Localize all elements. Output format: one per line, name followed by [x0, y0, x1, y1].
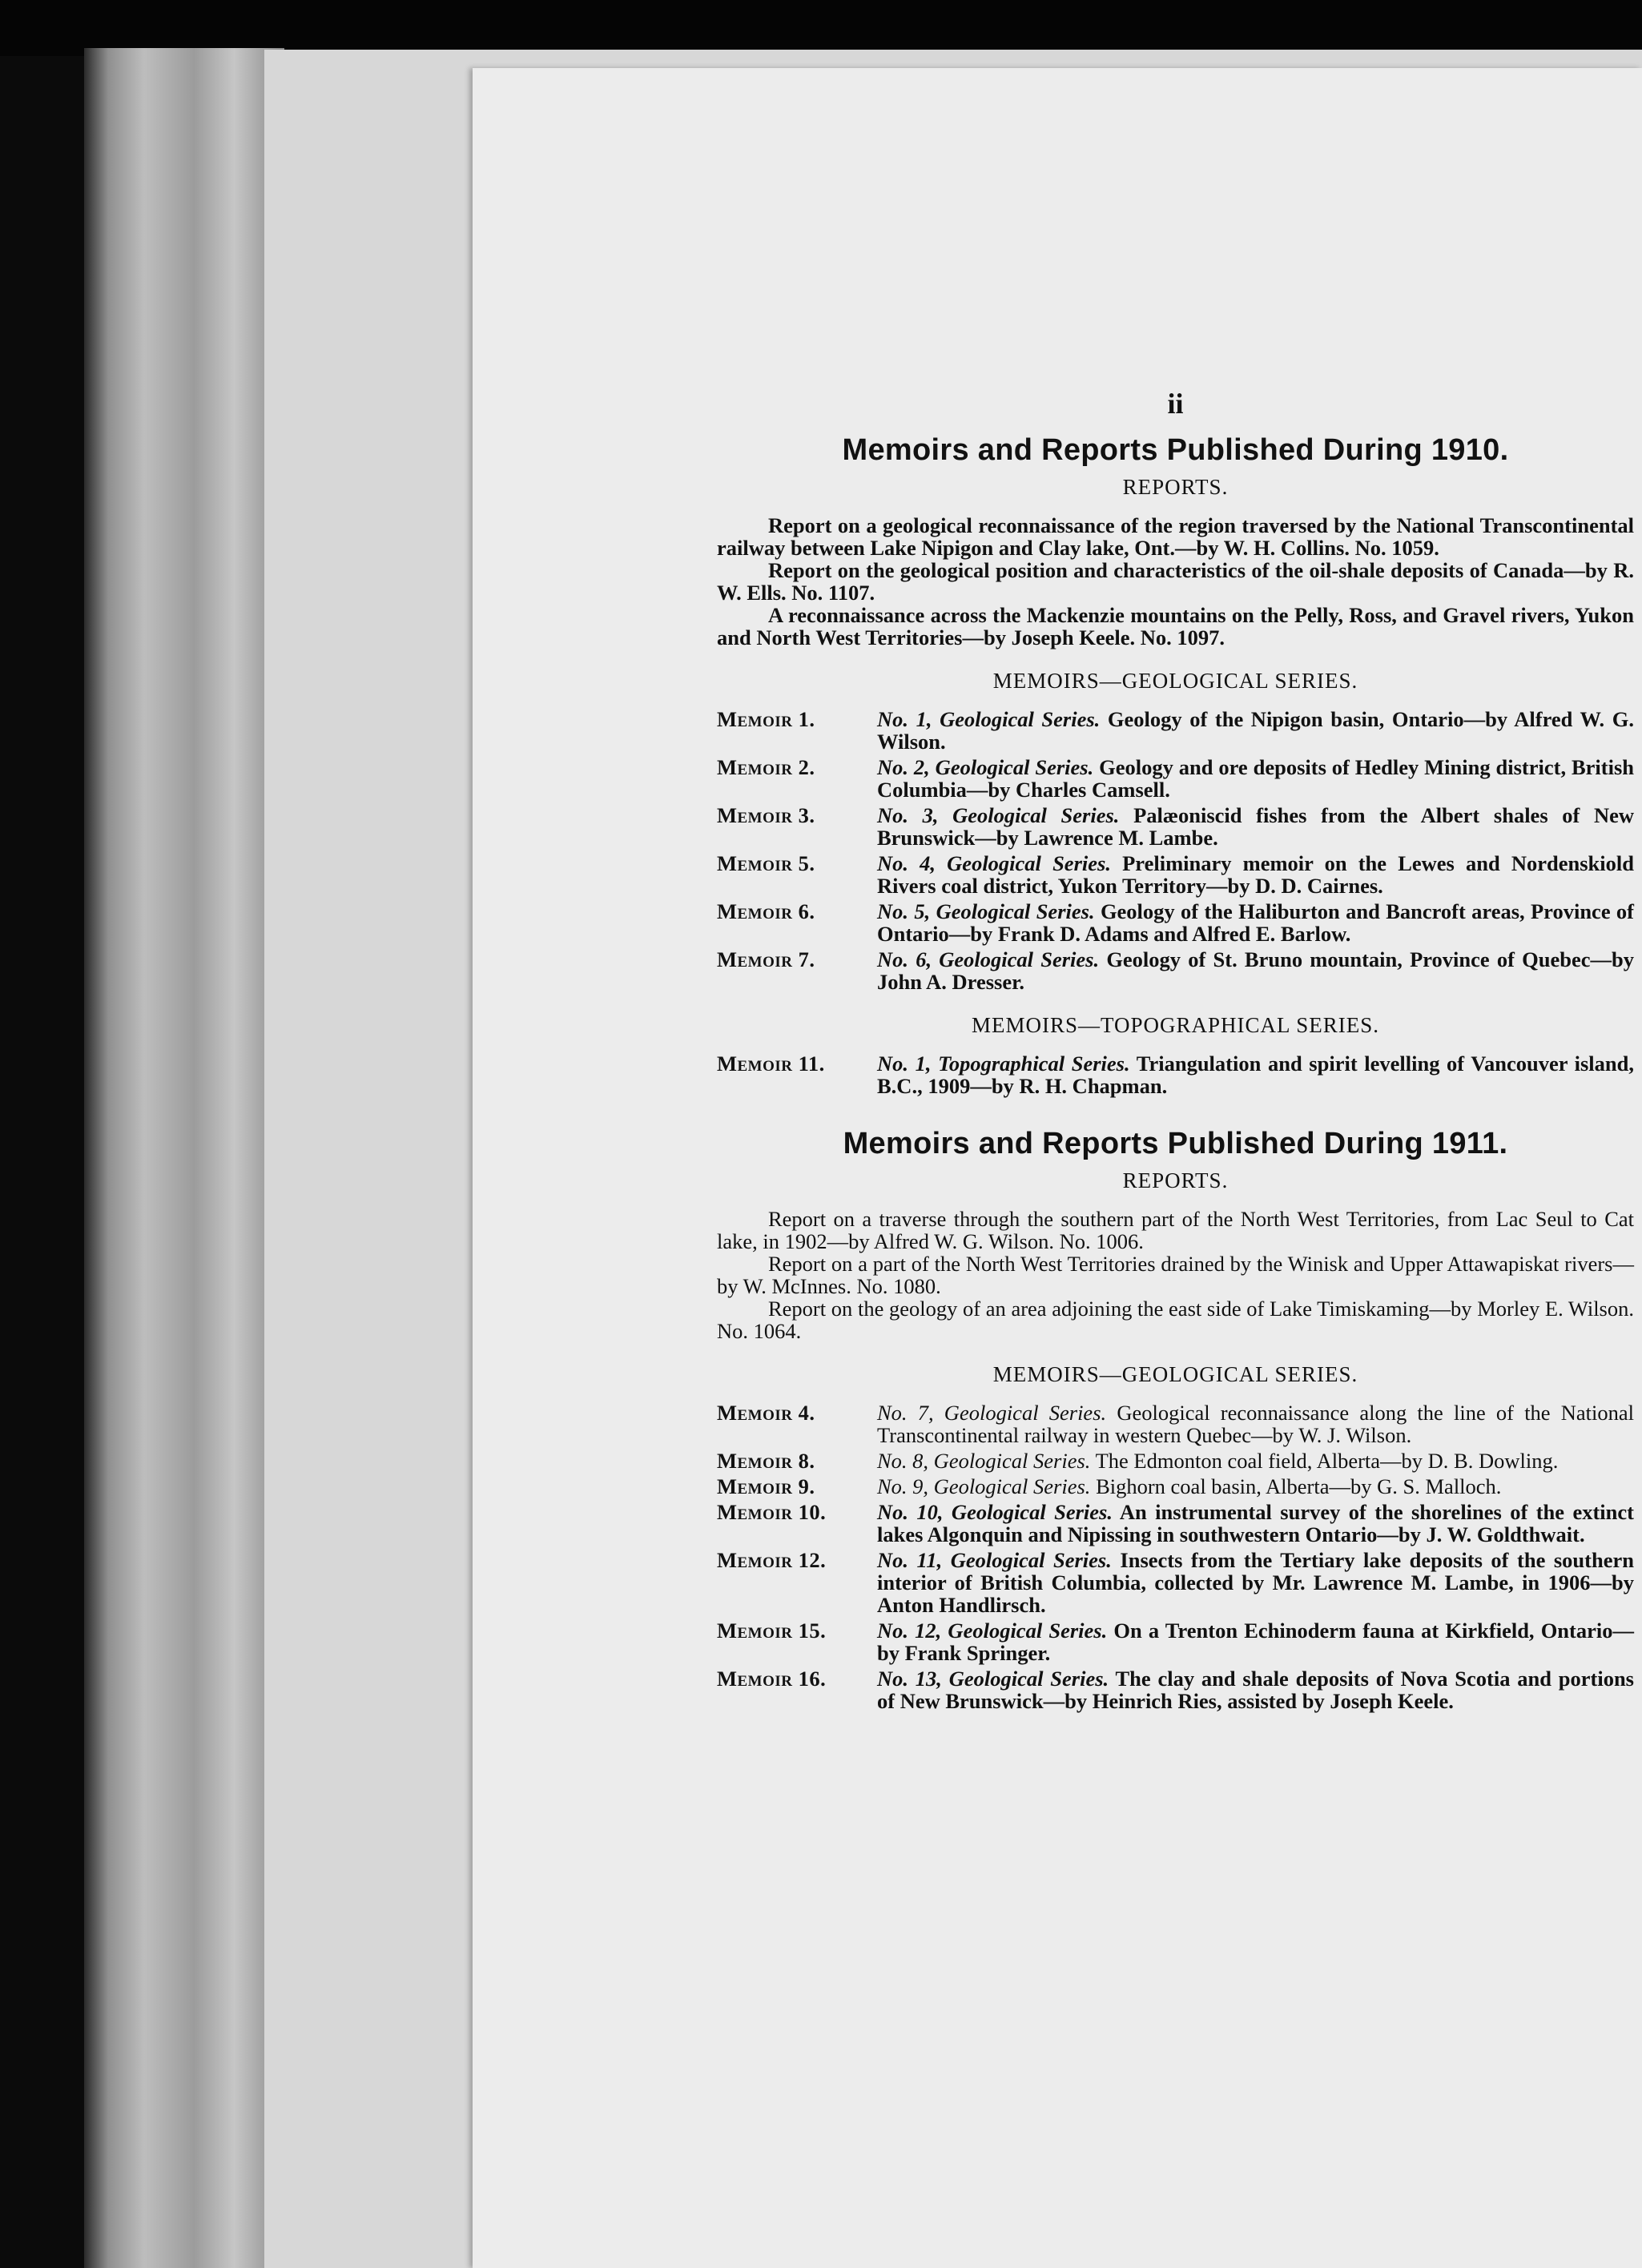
memoir-title: Triangulation and spirit levelling of Vancouver island, B.C., 1909—by R. H. Chapman.: [877, 1052, 1634, 1098]
memoir-description: [877, 1401, 1634, 1446]
report-entry: Report on a traverse through the southern part of the North West Territories, from Lac Seul to Cat lake, in 1902—by Alfred W. G. Wilson. No. 1006.: [717, 1207, 1634, 1253]
memoir-entry: [717, 1052, 1634, 1097]
series-number: No. 1, Topographical Series.: [877, 1052, 1130, 1076]
memoir-list-geological-1911: [717, 1401, 1634, 1712]
series-number: No. 8, Geological Series.: [877, 1449, 1091, 1473]
memoir-entry: [717, 1619, 1634, 1664]
memoir-number: Memoir 6.: [717, 899, 815, 923]
section-heading-1911: Memoirs and Reports Published During 1911.: [843, 1127, 1508, 1160]
memoir-entry: [717, 1667, 1634, 1712]
report-entry: Report on the geology of an area adjoining the east side of Lake Timiskaming—by Morley E. Wilson. No. 1064.: [717, 1297, 1634, 1343]
memoir-number: Memoir 10.: [717, 1500, 827, 1524]
series-number: No. 4, Geological Series.: [877, 851, 1111, 875]
memoir-number: Memoir 3.: [717, 803, 815, 827]
memoir-description: [877, 1475, 1634, 1498]
memoir-title: Insects from the Tertiary lake deposits of the southern interior of British Columbia, collected by Mr. Lawrence M. Lambe, in 1906—by Anton Handlirsch.: [877, 1548, 1634, 1617]
series-number: No. 9, Geological Series.: [877, 1474, 1091, 1498]
memoir-number: Memoir 8.: [717, 1449, 815, 1473]
memoir-description: [877, 948, 1634, 993]
memoir-description: [877, 900, 1634, 945]
memoir-list-geological-1910: [717, 708, 1634, 993]
report-entry: Report on a part of the North West Territories drained by the Winisk and Upper Attawapiskat rivers—by W. McInnes. No. 1080.: [717, 1252, 1634, 1298]
memoir-entry: [717, 1501, 1634, 1546]
series-number: No. 1, Geological Series.: [877, 707, 1101, 731]
memoir-description: [877, 1667, 1634, 1712]
book-spine: [84, 48, 284, 2268]
memoir-number: Memoir 15.: [717, 1619, 827, 1643]
memoir-number: Memoir 16.: [717, 1667, 827, 1691]
series-number: No. 10, Geological Series.: [877, 1500, 1113, 1524]
memoir-description: [877, 1052, 1634, 1097]
geological-series-heading-1911: MEMOIRS—GEOLOGICAL SERIES.: [992, 1362, 1358, 1386]
memoir-title: The clay and shale deposits of Nova Scotia and portions of New Brunswick—by Heinrich Ries, assisted by Joseph Keele.: [877, 1667, 1635, 1713]
series-number: No. 2, Geological Series.: [877, 755, 1094, 779]
memoir-description: [877, 708, 1634, 753]
section-heading-1910: Memoirs and Reports Published During 1910.: [842, 433, 1509, 467]
memoir-title: On a Trenton Echinoderm fauna at Kirkfield, Ontario—by Frank Springer.: [877, 1619, 1634, 1665]
memoir-number: Memoir 1.: [717, 707, 815, 731]
memoir-entry: [717, 900, 1634, 945]
memoir-entry: [717, 804, 1634, 849]
memoir-description: [877, 1501, 1634, 1546]
geological-series-heading-1910: MEMOIRS—GEOLOGICAL SERIES.: [992, 669, 1358, 693]
memoir-title: Geological reconnaissance along the line of the National Transcontinental railway in western Quebec—by W. J. Wilson.: [877, 1401, 1635, 1447]
memoir-list-topographical-1910: [717, 1052, 1634, 1097]
memoir-description: [877, 852, 1634, 897]
memoir-entry: [717, 852, 1634, 897]
memoir-description: [877, 756, 1634, 801]
series-number: No. 12, Geological Series.: [877, 1619, 1108, 1643]
memoir-description: [877, 804, 1634, 849]
memoir-title: Geology of St. Bruno mountain, Province of Quebec—by John A. Dresser.: [877, 947, 1635, 994]
series-number: No. 7, Geological Series.: [877, 1401, 1107, 1425]
page-content: [717, 388, 1635, 1715]
memoir-entry: [717, 948, 1634, 993]
topographical-series-heading-1910: MEMOIRS—TOPOGRAPHICAL SERIES.: [971, 1013, 1380, 1037]
page-number: ii: [1167, 388, 1184, 420]
memoir-title: The Edmonton coal field, Alberta—by D. B. Dowling.: [1095, 1449, 1559, 1473]
memoir-entry: [717, 708, 1634, 753]
series-number: No. 13, Geological Series.: [877, 1667, 1109, 1691]
memoir-title: Palæoniscid fishes from the Albert shales of New Brunswick—by Lawrence M. Lambe.: [877, 803, 1635, 850]
memoir-description: [877, 1450, 1634, 1472]
series-number: No. 11, Geological Series.: [877, 1548, 1112, 1572]
report-entry: A reconnaissance across the Mackenzie mountains on the Pelly, Ross, and Gravel rivers, Yukon and North West Territories—by Joseph Keele. No. 1097.: [717, 603, 1634, 649]
memoir-title: Geology of the Haliburton and Bancroft areas, Province of Ontario—by Frank D. Adams and Alfred E. Barlow.: [877, 899, 1635, 946]
memoir-entry: [717, 1401, 1634, 1446]
memoir-entry: [717, 1549, 1634, 1616]
memoir-number: Memoir 4.: [717, 1401, 815, 1425]
memoir-title: An instrumental survey of the shorelines of the extinct lakes Algonquin and Nipissing in southwestern Ontario—by J. W. Goldthwait.: [877, 1500, 1634, 1546]
memoir-description: [877, 1619, 1634, 1664]
memoir-number: Memoir 2.: [717, 755, 815, 779]
memoir-number: Memoir 11.: [717, 1052, 825, 1076]
memoir-title: Preliminary memoir on the Lewes and Nordenskiold Rivers coal district, Yukon Territory—by D. D. Cairnes.: [877, 851, 1635, 898]
memoir-entry: [717, 1450, 1634, 1472]
series-number: No. 5, Geological Series.: [877, 899, 1095, 923]
report-entry: Report on the geological position and characteristics of the oil-shale deposits of Canada—by R. W. Ells. No. 1107.: [717, 558, 1634, 605]
series-number: No. 3, Geological Series.: [877, 803, 1120, 827]
memoir-title: Bighorn coal basin, Alberta—by G. S. Malloch.: [1096, 1474, 1502, 1498]
series-number: No. 6, Geological Series.: [877, 947, 1100, 971]
memoir-entry: [717, 1475, 1634, 1498]
reports-heading-1910: REPORTS.: [1122, 475, 1229, 499]
memoir-number: Memoir 5.: [717, 851, 815, 875]
memoir-number: Memoir 12.: [717, 1548, 827, 1572]
memoir-title: Geology and ore deposits of Hedley Mining district, British Columbia—by Charles Camsell.: [877, 755, 1635, 802]
report-entry: Report on a geological reconnaissance of the region traversed by the National Transcontinental railway between Lake Nipigon and Clay lake, Ont.—by W. H. Collins. No. 1059.: [717, 513, 1634, 560]
memoir-number: Memoir 9.: [717, 1474, 815, 1498]
memoir-number: Memoir 7.: [717, 947, 815, 971]
memoir-description: [877, 1549, 1634, 1616]
reports-heading-1911: REPORTS.: [1122, 1168, 1229, 1192]
memoir-entry: [717, 756, 1634, 801]
memoir-title: Geology of the Nipigon basin, Ontario—by Alfred W. G. Wilson.: [877, 707, 1635, 754]
